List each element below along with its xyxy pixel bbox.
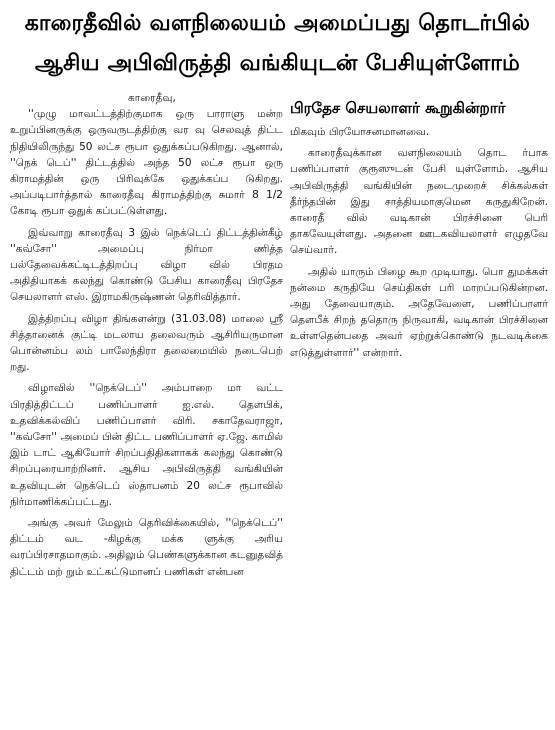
left-paragraph-1: ''முழு மாவட்டத்திற்குமாக ஒரு பாராளு மன்ற உறுப்பினருக்கு ஒருவருடத்திற்கு வர வு செலவுத் திட்ட நிதியிலிருந்து 50 லட்ச ரூபா ஒதுக்கப்படுகிறது. ஆனால், ''நெக் டெப்'' திட்டத்தில் அந்த 50 லட்ச ரூபா ஒரு கிராமத்தின் ஒரு பிரிவுக்கே ஒதுக்கப்ப டுகிறது. அப்படிபார்த்தால் காரைதீவு கிராமத்திற்கு சுமார் 8 1/2 கோடி ரூபா ஒதுக் கப்பட்டுள்ளது. (10, 108, 283, 218)
left-paragraph-3: இத்திறப்பு விழா திங்களன்று (31.03.08) மாலை ஸ்ரீ சித்தானைக் குட்டி மடலாய தலைவரும் ஆசிரியருமான பொன்னம்ப லம் பாலேந்திரா தலைமையில் நடைபெற் றது. (10, 312, 283, 374)
headline-line-2: ஆசிய அபிவிருத்தி வங்கியுடன் பேசியுள்ளோம் (34, 51, 521, 76)
left-paragraph-5: அங்கு அவர் மேலும் தெரிவிக்கையில், ''நெக்டெப்'' திட்டம் வட -கிழக்கு மக்க ளுக்கு அரிய வரப்பிரசாதமாகும். அதிலும் பெண்களுக்கான கடனுதவித் திட்டம் மற் றும் உட்கட்டுமானப் பணிகள் என்பன (10, 517, 283, 578)
headline (0, 0, 555, 92)
left-paragraph-2: இவ்வாறு காரைதீவு 3 இல் நெக்டெப் திட்டத்தின்கீழ் ''கவ்சோ'' அமைப்பு நிர்மா ணித்த பல்தேவைக்கட்டிடத்திறப்பு விழா வில் பிரதம அதிதியாகக் கலந்து கொண்டு பேசிய காரைதீவு பிரதேச செயலாளர் எஸ். இராமகிருஷ்ணன் தெரிவித்தார். (10, 226, 283, 304)
right-paragraph-1: மிகவும் பிரயோசனமானவை. (290, 126, 430, 138)
headline-line-1: காரைதீவில் வளநிலையம் அமைப்பது தொடர்பில் (24, 11, 531, 36)
dateline: காரைதீவு, (128, 92, 176, 104)
right-paragraph-3: அதில் யாரும் பிழை கூற முடியாது. பொ துமக்கள் நன்மை கருதியே செய்திகள் பரி மாறப்படுகின்றன. அது தேவையாகும். அதேவேளை, பணிப்பாளர் தௌபீக் சிறந் ததொரு நிருவாகி, வடிகான் பிரச்சினை உள்ளதென்பதை அவர் ஏற்றுக்கொண்டு நடவடிக்கை எடுத்துள்ளார்'' என்றார். (290, 265, 548, 359)
right-column (290, 90, 548, 470)
left-paragraph-4: விழாவில் ''நெக்டெப்'' அம்பாறை மா வட்ட பிரதித்திட்டப் பணிப்பாளர் ஐ.எல். தௌபிக், உதவிக்கல்விப் பணிப்பாளர் விரி. சகாதேவராஜா, ''கவ்சோ'' அமைப் பின் திட்ட பணிப்பாளர் ஏ.ஜே. காமில் இம் டாட் ஆகியோர் சிறப்பதிதிகளாகக் கலந்து கொண்டு சிறப்புரையாற்றினர். ஆசிய அபிவிருத்தி வங்கியின் உதவியுடன் நெக்டெப் ஸ்தாபனம் 20 லட்ச ரூபாவில் நிர்மாணிக்கப்பட்டது. (10, 382, 283, 508)
right-paragraph-2: காரைதீவுக்கான வளநிலையம் தொட ர்பாக பணிப்பாளர் குரூஸுடன் பேசி யுள்ளோம். ஆசிய அபிவிருத்தி வங்கியின் நடைமுறைச் சிக்கல்கள் தீர்ந்தபின் இது சாத்தியமாகுமென கருதுகிறேன். காரைதீ வில் வடிகான் பிரச்சினை பெரி தாகவேயுள்ளது. அதனை ஊடகவியலாளர் எழுதவே செய்வார். (290, 147, 548, 257)
left-column (10, 90, 283, 730)
subheading: பிரதேச செயலாளர் கூறுகின்றார் (290, 99, 506, 117)
